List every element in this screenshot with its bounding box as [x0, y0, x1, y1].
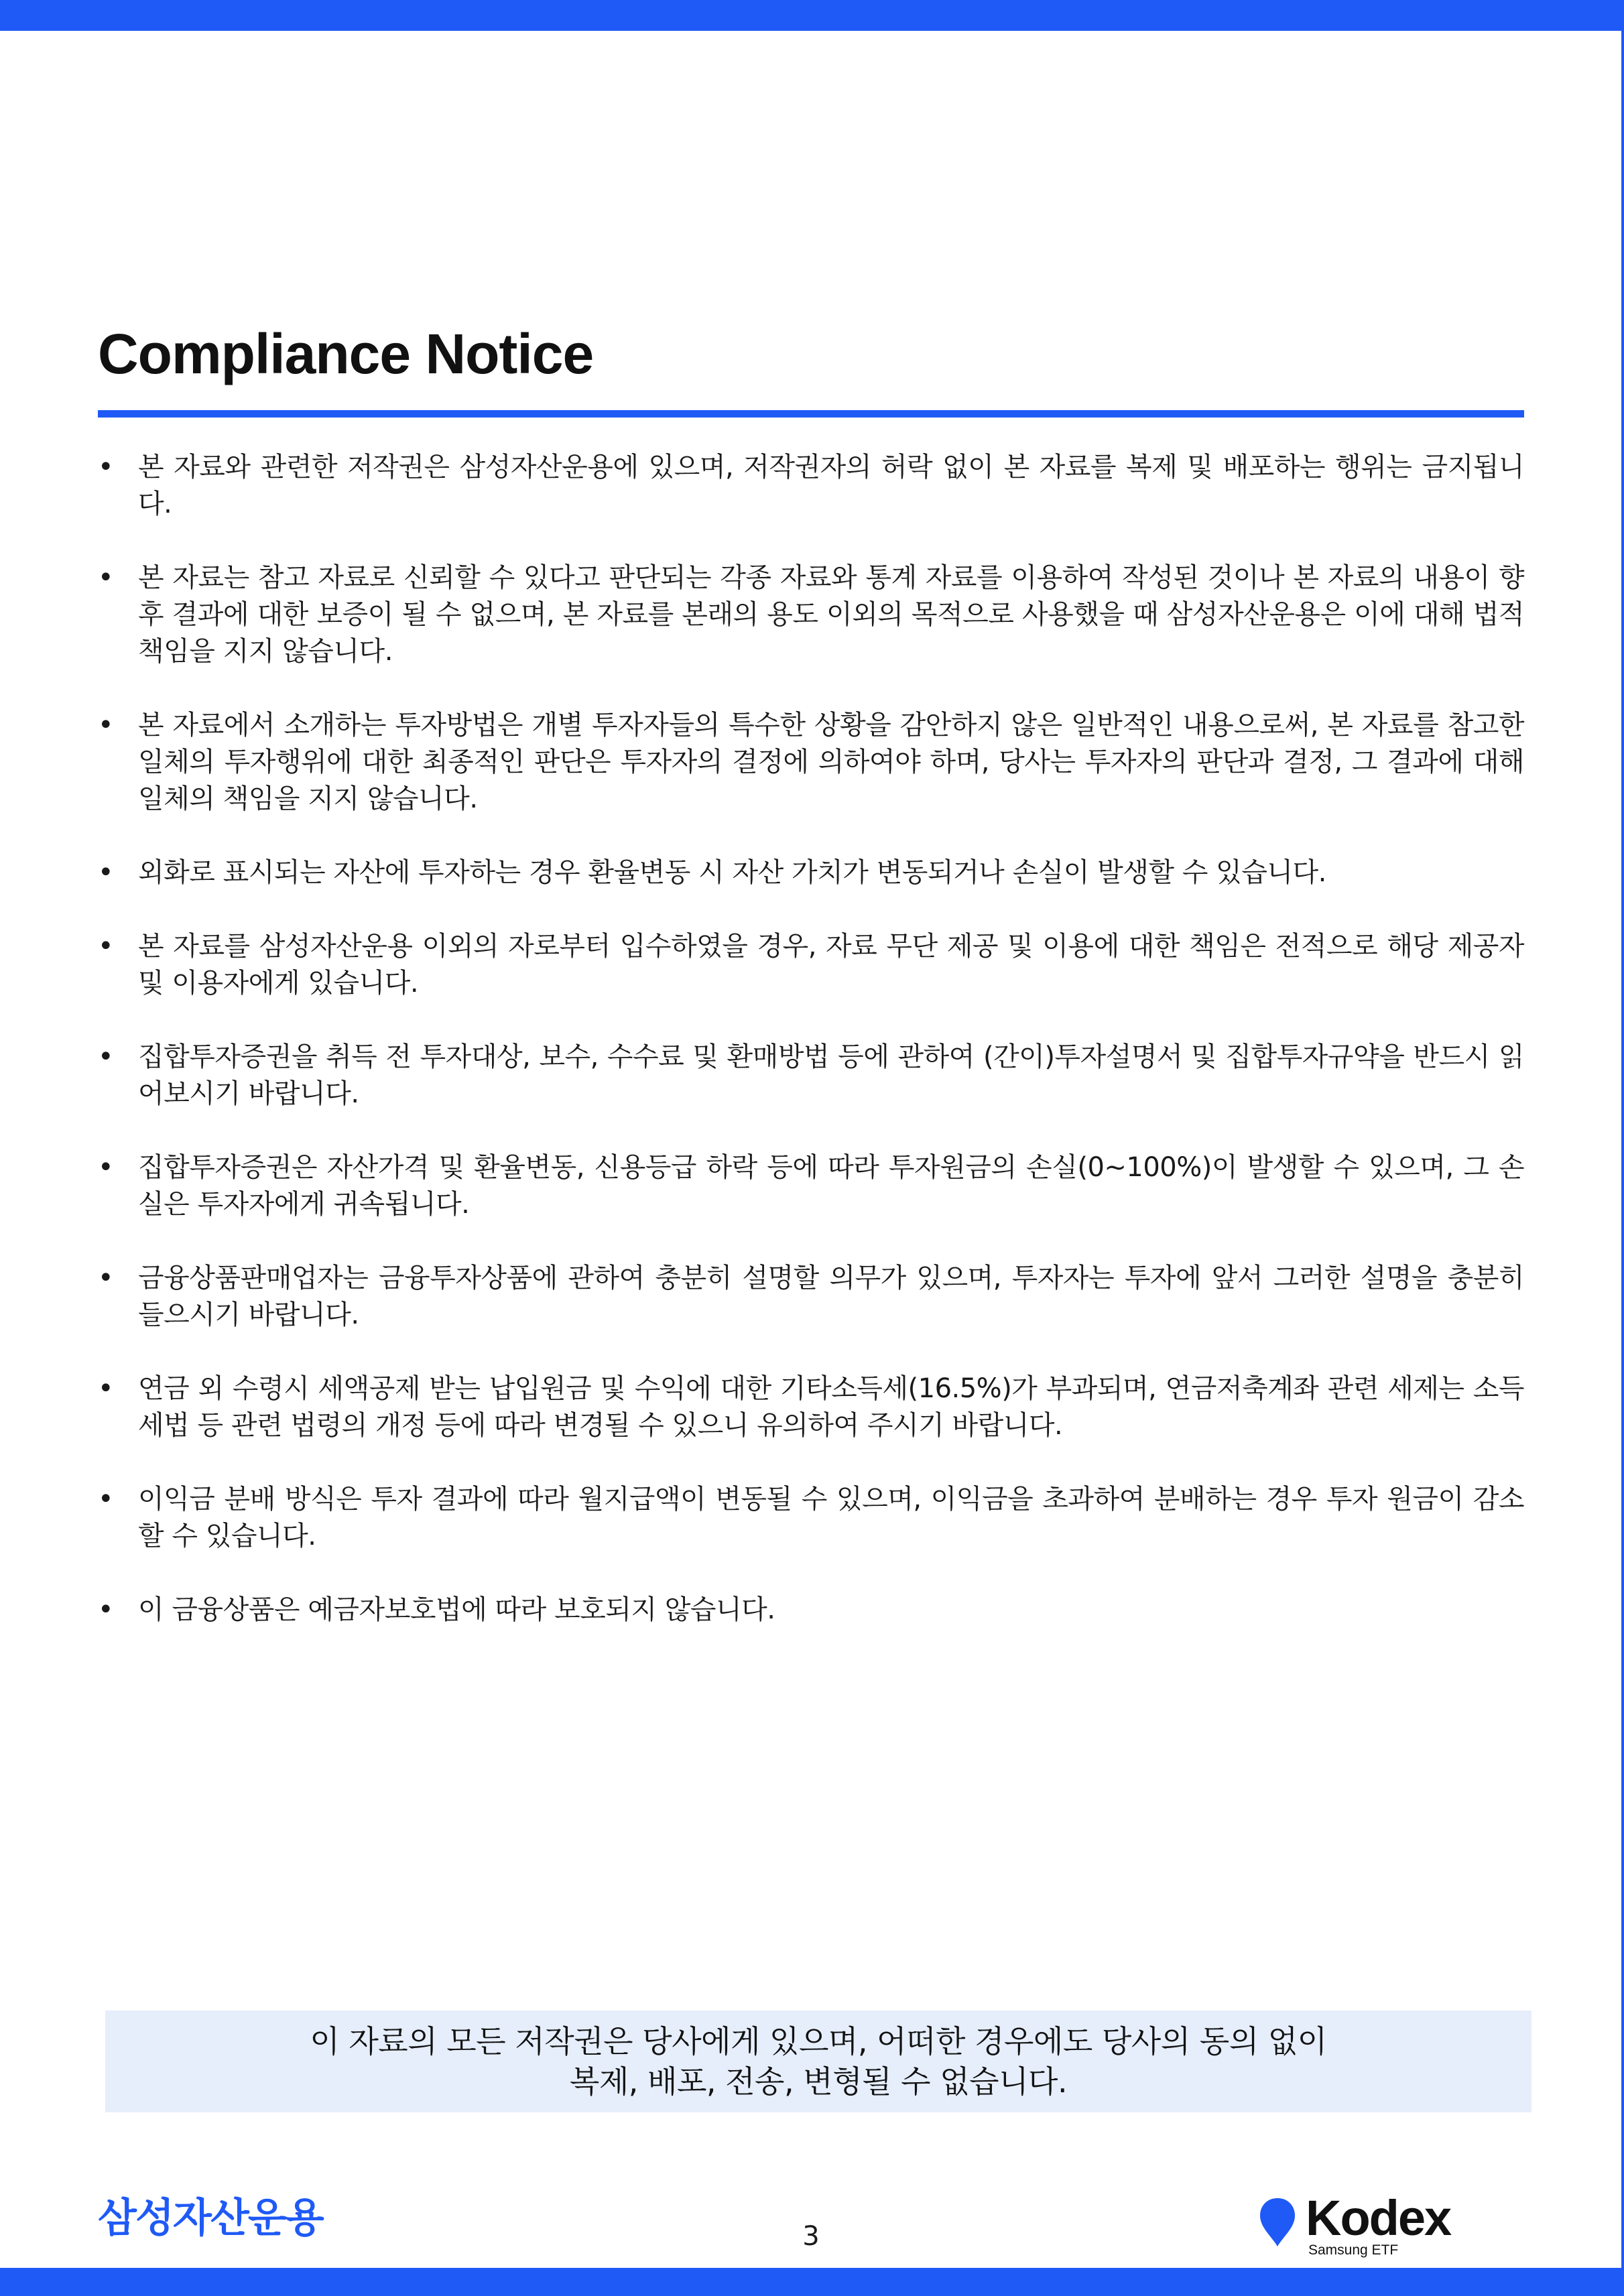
company-logo-text: 삼성자산운용 — [98, 2195, 323, 2242]
notice-item — [98, 1149, 1524, 1223]
notice-text: 본 자료에서 소개하는 투자방법은 개별 투자자들의 특수한 상황을 감안하지 않은 일반적인 내용으로써, 본 자료를 참고한 일체의 투자행위에 대한 최종적인 판단은 투자자의 결정에 의하여야 하며, 당사는 투자자의 판단과 결정, 그 결과에 대해 일체의 책임을 지지 않습니다. — [138, 710, 1524, 814]
notice-item — [98, 928, 1524, 1002]
notice-text: 집합투자증권을 취득 전 투자대상, 보수, 수수료 및 환매방법 등에 관하여 (간이)투자설명서 및 집합투자규약을 반드시 읽어보시기 바랍니다. — [138, 1041, 1524, 1109]
page-title: Compliance Notice — [98, 322, 594, 385]
notice-text: 이익금 분배 방식은 투자 결과에 따라 월지급액이 변동될 수 있으며, 이익금을 초과하여 분배하는 경우 투자 원금이 감소할 수 있습니다. — [138, 1484, 1524, 1551]
notice-item — [98, 1039, 1524, 1112]
top-accent-bar — [0, 0, 1624, 31]
bullet-icon: • — [98, 1263, 114, 1293]
notice-item — [98, 1260, 1524, 1334]
kodex-wordmark: Kodex — [1306, 2190, 1451, 2246]
page-number: 3 — [802, 2221, 820, 2252]
notice-text: 본 자료는 참고 자료로 신뢰할 수 있다고 판단되는 각종 자료와 통계 자료를 이용하여 작성된 것이나 본 자료의 내용이 향후 결과에 대한 보증이 될 수 없으며, 본 자료를 본래의 용도 이외의 목적으로 사용했을 때 삼성자산운용은 이에 대해 법적 책임을 지지 않습니다. — [138, 562, 1524, 667]
notice-text: 본 자료를 삼성자산운용 이외의 자로부터 입수하였을 경우, 자료 무단 제공 및 이용에 대한 책임은 전적으로 해당 제공자 및 이용자에게 있습니다. — [138, 931, 1524, 999]
bullet-icon: • — [98, 1152, 114, 1183]
bullet-icon: • — [98, 1484, 114, 1515]
compliance-notice-list — [98, 449, 1524, 1629]
bullet-icon: • — [98, 1041, 114, 1072]
notice-text: 연금 외 수령시 세액공제 받는 납입원금 및 수익에 대한 기타소득세(16.5%)가 부과되며, 연금저축계좌 관련 세제는 소득세법 등 관련 법령의 개정 등에 따라 변경될 수 있으니 유의하여 주시기 바랍니다. — [138, 1373, 1524, 1441]
kodex-subtitle: Samsung ETF — [1308, 2242, 1399, 2258]
notice-item — [98, 560, 1524, 670]
notice-item — [98, 449, 1524, 523]
kodex-logo — [1257, 2191, 1458, 2258]
location-pin-icon — [1257, 2195, 1298, 2249]
copyright-notice-box — [105, 2011, 1532, 2112]
copyright-line-1: 이 자료의 모든 저작권은 당사에게 있으며, 어떠한 경우에도 당사의 동의 없이 — [310, 2023, 1327, 2059]
notice-text: 본 자료와 관련한 저작권은 삼성자산운용에 있으며, 저작권자의 허락 없이 본 자료를 복제 및 배포하는 행위는 금지됩니다. — [138, 452, 1524, 519]
notice-item — [98, 854, 1524, 891]
bullet-icon: • — [98, 1594, 114, 1625]
bullet-icon: • — [98, 452, 114, 483]
notice-item — [98, 1370, 1524, 1444]
bullet-icon: • — [98, 562, 114, 593]
bottom-accent-bar — [0, 2268, 1624, 2296]
bullet-icon: • — [98, 1373, 114, 1404]
notice-item — [98, 707, 1524, 818]
title-divider — [98, 410, 1524, 418]
bullet-icon: • — [98, 931, 114, 962]
copyright-line-2: 복제, 배포, 전송, 변형될 수 없습니다. — [569, 2063, 1068, 2100]
notice-item — [98, 1592, 1524, 1629]
bullet-icon: • — [98, 710, 114, 741]
notice-text: 외화로 표시되는 자산에 투자하는 경우 환율변동 시 자산 가치가 변동되거나 손실이 발생할 수 있습니다. — [138, 857, 1326, 888]
bullet-icon: • — [98, 857, 114, 888]
right-edge-line — [1621, 31, 1624, 2268]
notice-text: 집합투자증권은 자산가격 및 환율변동, 신용등급 하락 등에 따라 투자원금의 손실(0~100%)이 발생할 수 있으며, 그 손실은 투자자에게 귀속됩니다. — [138, 1152, 1524, 1220]
notice-item — [98, 1481, 1524, 1555]
notice-text: 이 금융상품은 예금자보호법에 따라 보호되지 않습니다. — [138, 1594, 775, 1625]
notice-text: 금융상품판매업자는 금융투자상품에 관하여 충분히 설명할 의무가 있으며, 투자자는 투자에 앞서 그러한 설명을 충분히 들으시기 바랍니다. — [138, 1263, 1524, 1330]
